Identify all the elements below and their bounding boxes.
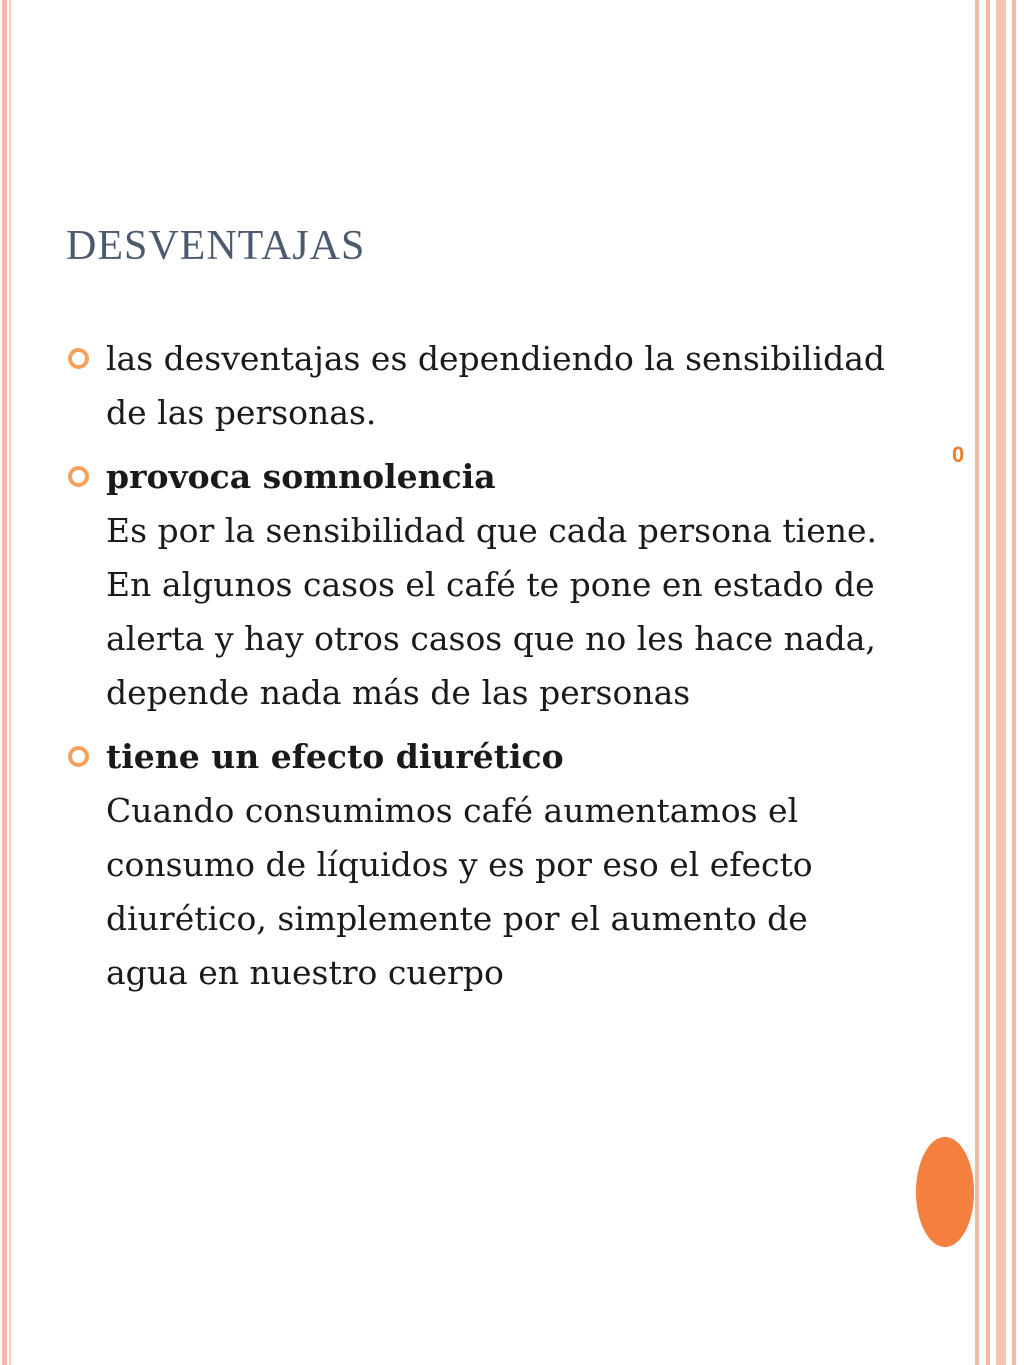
bullet-heading: tiene un efecto diurético [106,737,564,776]
right-border-line-2 [986,0,990,1365]
bullet-heading: provoca somnolencia [106,457,496,496]
left-border-inner-line [9,0,11,1365]
bullet-circle-icon [68,746,89,767]
left-border-line [2,0,7,1365]
bullet-item-2 [68,450,888,720]
bullet-text: las desventajas es dependiendo la sensibilidad de las personas. [106,339,886,432]
bullet-list [68,332,888,1010]
right-border-line-4 [1012,0,1016,1365]
bullet-text: Cuando consumimos café aumentamos el consumo de líquidos y es por eso el efecto diurético, simplemente por el aumento de agua en nuestro cuerpo [106,791,813,992]
bullet-circle-icon [68,466,89,487]
bullet-circle-icon [68,348,89,369]
slide-title: DESVENTAJAS [66,223,366,269]
bullet-item-3 [68,730,888,1000]
decorative-oval [916,1137,974,1247]
bullet-text: Es por la sensibilidad que cada persona tiene. En algunos casos el café te pone en estado de alerta y hay otros casos que no les hace nada, depende nada más de las personas [106,511,878,712]
page-number: 0 [952,442,965,467]
bullet-item-1 [68,332,888,440]
right-border-line-1 [975,0,979,1365]
right-border-line-3 [996,0,1006,1365]
